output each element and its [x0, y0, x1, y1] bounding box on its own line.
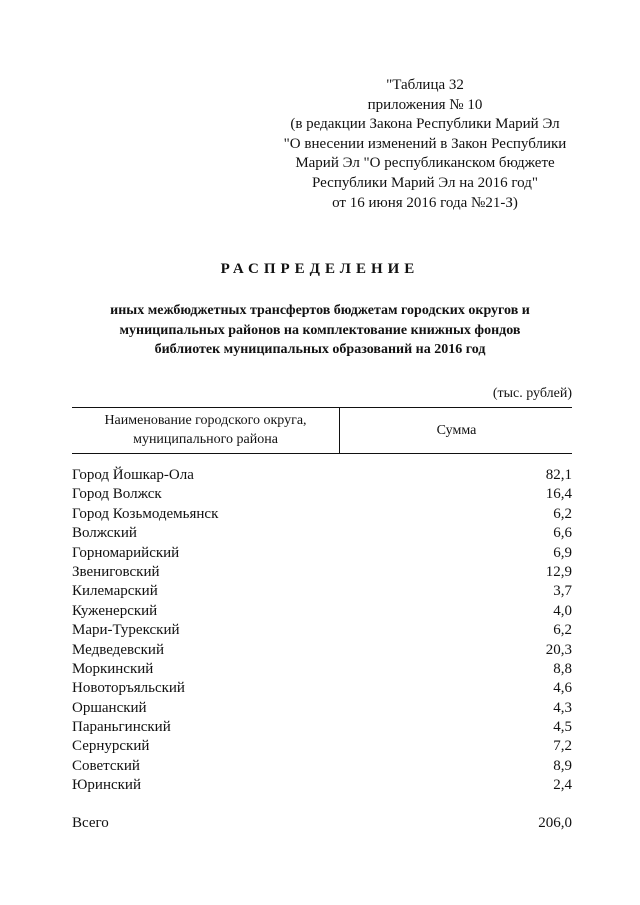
header-line: Марий Эл "О республиканском бюджете: [295, 155, 555, 172]
table-row: [72, 544, 572, 563]
header-line: "Таблица 32: [386, 77, 464, 93]
row-value: 8,8: [553, 660, 572, 677]
row-name: Моркинский: [72, 660, 154, 677]
total-value: 206,0: [538, 815, 572, 831]
header-line: от 16 июня 2016 года №21-З): [332, 194, 518, 211]
table-row: [72, 621, 572, 640]
row-value: 12,9: [545, 563, 572, 580]
row-name: Килемарский: [72, 583, 158, 600]
column-header-sum: Сумма: [436, 422, 477, 438]
table-row: [72, 563, 572, 582]
row-name: Волжский: [72, 525, 137, 542]
table-row: [72, 660, 572, 679]
table-row: [72, 505, 572, 524]
table-row: [72, 757, 572, 776]
table-header: [72, 407, 572, 454]
row-name: Оршанский: [72, 699, 147, 716]
row-value: 6,9: [553, 544, 572, 561]
subtitle-line: библиотек муниципальных образований на 2016 год: [154, 342, 486, 357]
row-name: Медведевский: [72, 641, 164, 658]
table-row: [72, 679, 572, 698]
table-row: [72, 737, 572, 756]
row-name: Куженерский: [72, 602, 158, 619]
row-value: 4,3: [553, 699, 572, 716]
table-row: [72, 776, 572, 795]
header-line: приложения № 10: [367, 96, 483, 113]
table-row: [72, 485, 572, 504]
header-line: (в редакции Закона Республики Марий Эл: [290, 116, 560, 133]
document-title: РАСПРЕДЕЛЕНИЕ: [220, 261, 420, 277]
total-row: [72, 815, 572, 832]
row-name: Мари-Турекский: [72, 622, 180, 639]
table-row: [72, 602, 572, 621]
document-subtitle: [60, 301, 580, 360]
row-value: 4,0: [553, 602, 572, 619]
subtitle-line: муниципальных районов на комплектование книжных фондов: [119, 322, 521, 338]
table-row: [72, 699, 572, 718]
units-label: (тыс. рублей): [492, 386, 572, 401]
row-value: 6,2: [553, 505, 572, 522]
row-value: 4,6: [553, 680, 572, 697]
row-name: Советский: [72, 757, 140, 774]
row-name: Город Йошкар-Ола: [72, 467, 194, 483]
header-line: "О внесении изменений в Закон Республики: [283, 135, 567, 152]
row-name: Город Волжск: [72, 486, 162, 503]
table-row: [72, 466, 572, 485]
row-value: 6,2: [553, 622, 572, 639]
row-value: 7,2: [553, 738, 572, 755]
table-body: [72, 466, 572, 796]
row-value: 3,7: [553, 583, 572, 600]
row-value: 4,5: [553, 719, 572, 736]
row-value: 20,3: [545, 641, 572, 658]
table-row: [72, 641, 572, 660]
total-label: Всего: [72, 815, 109, 831]
table-row: [72, 718, 572, 737]
column-header-line: Наименование городского округа,: [104, 413, 307, 428]
row-name: Горномарийский: [72, 544, 180, 561]
row-name: Новоторъяльский: [72, 680, 185, 697]
column-header-line: муниципального района: [133, 432, 278, 447]
row-name: Звениговский: [72, 563, 160, 580]
row-value: 6,6: [553, 525, 572, 542]
row-name: Сернурский: [72, 738, 150, 755]
table-row: [72, 524, 572, 543]
row-name: Параньгинский: [72, 719, 171, 736]
row-name: Юринский: [72, 777, 141, 794]
table-row: [72, 582, 572, 601]
row-value: 2,4: [553, 777, 572, 794]
header-line: Республики Марий Эл на 2016 год": [311, 174, 539, 191]
row-name: Город Козьмодемьянск: [72, 505, 219, 522]
row-value: 82,1: [545, 467, 572, 483]
row-value: 8,9: [553, 757, 572, 774]
subtitle-line: иных межбюджетных трансфертов бюджетам городских округов и: [110, 303, 530, 318]
column-header-name: [72, 408, 340, 453]
document-header: [250, 76, 600, 213]
row-value: 16,4: [545, 486, 572, 503]
